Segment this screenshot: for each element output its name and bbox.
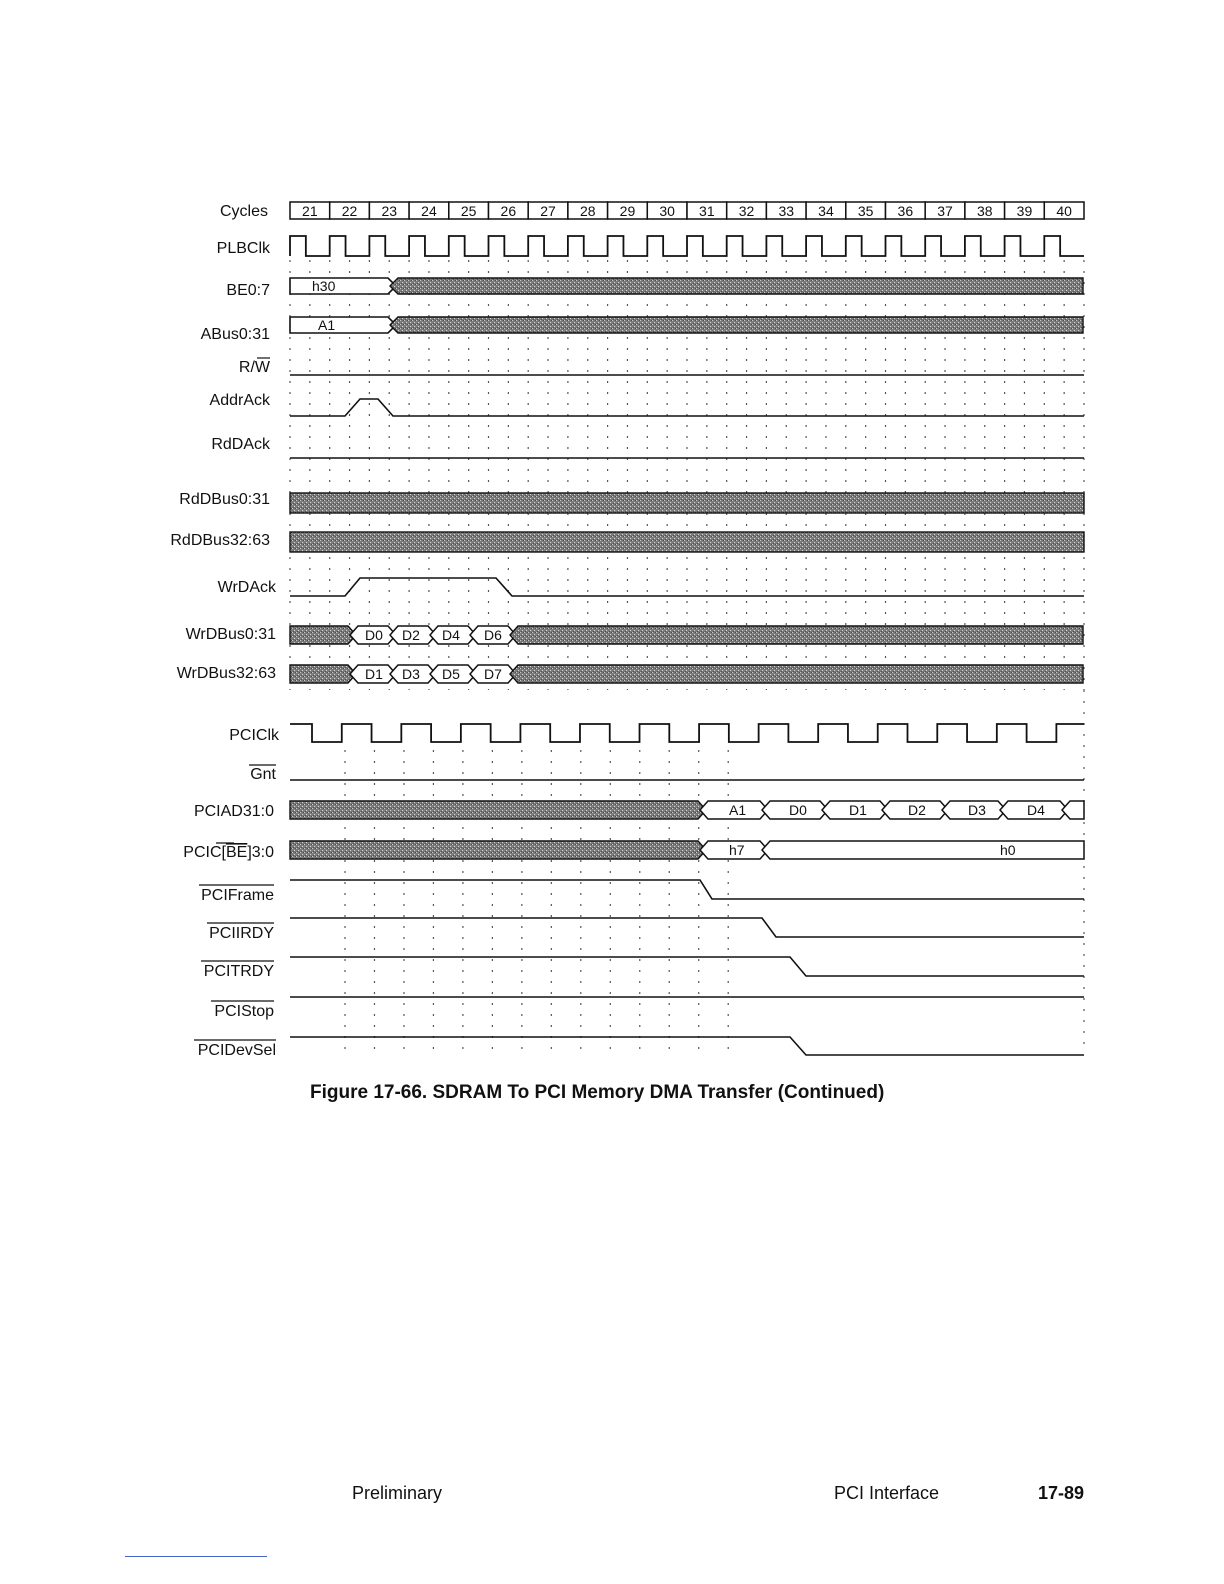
cycle-number: 37 <box>937 203 953 219</box>
pcistop-label: PCIStop <box>214 1003 274 1020</box>
pciad-d4: D4 <box>1027 802 1045 818</box>
abus-label: ABus0:31 <box>200 326 270 343</box>
pcic-label <box>183 844 274 861</box>
wrdbus32-waveform <box>290 665 1083 683</box>
wrdbus0-d4: D4 <box>442 627 460 643</box>
pciclk-label: PCIClk <box>229 727 279 744</box>
cycle-number: 25 <box>460 203 477 219</box>
pciad-a1: A1 <box>729 802 747 818</box>
pcic-waveform <box>290 841 1084 859</box>
cycle-number: 31 <box>699 203 715 219</box>
cycle-number: 39 <box>1016 203 1033 219</box>
rddbus0-label: RdDBus0:31 <box>179 491 270 508</box>
wrdbus0-d2: D2 <box>402 627 420 643</box>
pcic-suffix: ]3:0 <box>247 844 274 861</box>
pcidevsel-label: PCIDevSel <box>197 1042 276 1059</box>
cycles-row <box>290 202 1084 219</box>
cycle-number: 30 <box>659 203 675 219</box>
cycles-label: Cycles <box>219 203 268 220</box>
cycle-number: 38 <box>976 203 993 219</box>
cycle-number: 40 <box>1056 203 1072 219</box>
pciad-d1: D1 <box>849 802 867 818</box>
cycle-number: 26 <box>500 203 517 219</box>
pciad-d3: D3 <box>968 802 986 818</box>
abus-value: A1 <box>318 317 336 333</box>
wrdbus32-d7: D7 <box>484 666 502 682</box>
gnt-label: Gnt <box>250 766 276 783</box>
cycle-number: 35 <box>857 203 874 219</box>
pcidevsel-waveform <box>290 1037 1084 1055</box>
pciirdy-label: PCIIRDY <box>209 925 274 942</box>
wrdbus32-d5: D5 <box>442 666 460 682</box>
wrdbus32-label: WrDBus32:63 <box>176 665 276 682</box>
pciframe-label: PCIFrame <box>201 887 274 904</box>
cycle-number: 21 <box>302 203 318 219</box>
cycle-number: 36 <box>897 203 914 219</box>
cycle-number: 27 <box>540 203 556 219</box>
abus-waveform <box>290 317 1083 333</box>
pcic-h0: h0 <box>1000 842 1016 858</box>
plbclk-label: PLBClk <box>216 240 270 257</box>
wrdbus0-waveform <box>290 626 1083 644</box>
wrdbus0-d0: D0 <box>365 627 383 643</box>
wrdbus32-d1: D1 <box>365 666 383 682</box>
cycle-number: 24 <box>421 203 437 219</box>
footer-section: PCI Interface <box>834 1483 940 1503</box>
page-number: 17-89 <box>1038 1483 1085 1503</box>
cycle-number: 28 <box>579 203 596 219</box>
cycle-number: 23 <box>381 203 398 219</box>
rw-label: R/W <box>238 359 270 376</box>
rddbus0-waveform <box>290 493 1084 513</box>
plbclk-waveform <box>290 236 1084 256</box>
pcic-h7: h7 <box>729 842 745 858</box>
cycle-number: 32 <box>738 203 755 219</box>
rddbus32-label: RdDBus32:63 <box>170 532 270 549</box>
be-waveform <box>290 278 1083 294</box>
pciad-d0: D0 <box>789 802 807 818</box>
footer-preliminary: Preliminary <box>352 1483 443 1503</box>
wrdack-label: WrDAck <box>217 579 276 596</box>
pciclk-waveform <box>290 724 1084 742</box>
addrack-label: AddrAck <box>209 392 270 409</box>
cycle-number: 22 <box>341 203 358 219</box>
cycle-number: 29 <box>619 203 636 219</box>
addrack-waveform <box>290 399 1084 416</box>
pcic-prefix: PCIC[ <box>183 844 226 861</box>
pcitrdy-label: PCITRDY <box>203 963 274 980</box>
wrdbus0-d6: D6 <box>484 627 502 643</box>
rddbus32-waveform <box>290 532 1084 552</box>
wrdbus32-d3: D3 <box>402 666 420 682</box>
pciirdy-waveform <box>290 918 1084 937</box>
figure-caption: Figure 17-66. SDRAM To PCI Memory DMA Transfer (Continued) <box>310 1082 885 1103</box>
be-label: BE0:7 <box>226 282 270 299</box>
pcic-be: BE <box>225 844 248 861</box>
cycle-number: 34 <box>818 203 834 219</box>
rddack-label: RdDAck <box>211 436 270 453</box>
cycle-guide-lines <box>290 260 1084 1050</box>
pciad-waveform <box>290 801 1084 819</box>
pciad-d2: D2 <box>908 802 926 818</box>
pciad-label: PCIAD31:0 <box>193 803 274 820</box>
be-value: h30 <box>312 278 336 294</box>
wrdbus0-label: WrDBus0:31 <box>185 626 276 643</box>
pcitrdy-waveform <box>290 957 1084 976</box>
bottom-rule <box>125 1556 267 1557</box>
pciframe-waveform <box>290 880 1084 899</box>
cycle-number: 33 <box>778 203 795 219</box>
